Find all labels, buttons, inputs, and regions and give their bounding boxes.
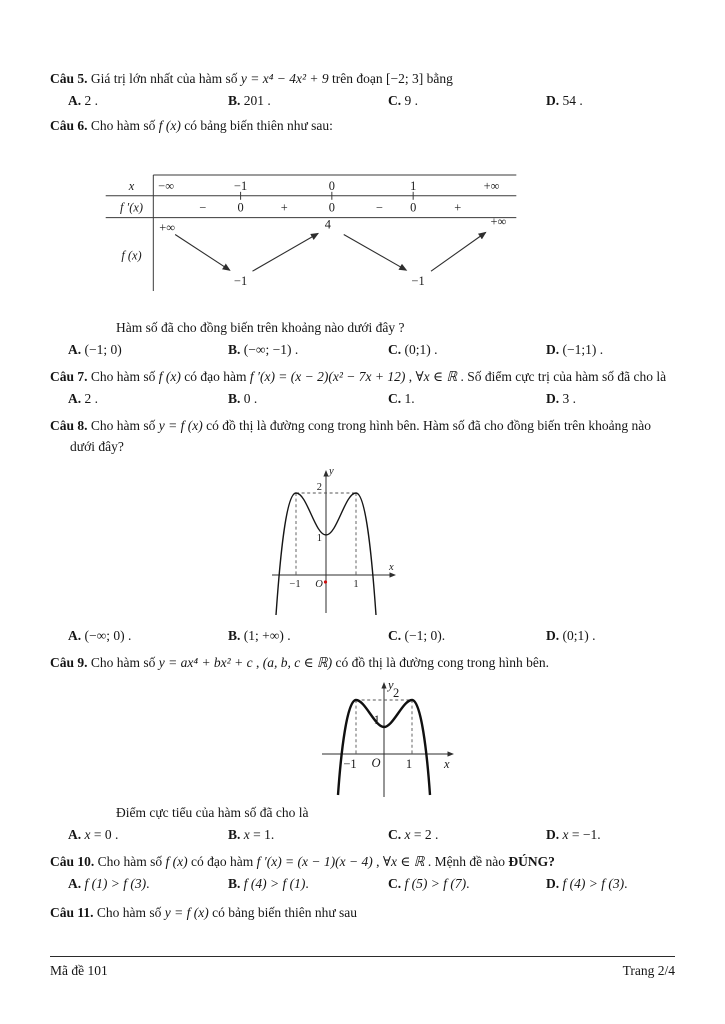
text-segment: có đồ thị là đường cong trong hình bên. Hàm số đã cho đồng biến trên khoảng nào dưới đây? [70, 418, 651, 454]
text-segment: f ′(x) = (x − 1)(x − 4) [256, 854, 373, 869]
question-10-option-d [546, 873, 675, 894]
x-tick-minus1: −1 [234, 178, 248, 193]
text-segment: 2 . [81, 93, 98, 108]
question-10-stem [50, 851, 675, 872]
question-8-options [50, 625, 675, 646]
text-segment: . [466, 876, 470, 891]
text-segment: (−∞; −1) . [240, 342, 299, 357]
origin-label: O [371, 756, 381, 770]
page-footer [50, 956, 675, 980]
y-tick-2: 2 [393, 686, 400, 700]
question-8-option-b [228, 625, 388, 646]
text-segment: C. [388, 391, 402, 406]
text-segment: (−1; 0) [81, 342, 122, 357]
f-value-right-top: +∞ [490, 214, 507, 229]
text-segment: f (5) > f (7) [404, 876, 467, 891]
text-segment: 1. [401, 391, 415, 406]
row-label-f: f (x) [121, 248, 142, 263]
question-8-stem [50, 415, 675, 457]
question-11-stem [50, 902, 675, 923]
text-segment: 54 . [559, 93, 583, 108]
row-label-x: x [128, 178, 135, 193]
text-segment: . [146, 876, 150, 891]
row-label-f-prime: f ′(x) [119, 200, 143, 215]
question-5-option-b [228, 90, 388, 111]
arrow-decrease-1 [175, 234, 230, 270]
x-tick-1: 1 [405, 757, 413, 771]
text-segment: D. [546, 342, 560, 357]
text-segment: D. [546, 876, 560, 891]
text-segment: Cho hàm số [87, 369, 159, 384]
text-segment: Điểm cực tiểu của hàm số đã cho là [116, 805, 309, 820]
question-7-option-b [228, 388, 388, 409]
text-segment: (1; +∞) . [240, 628, 291, 643]
text-segment: f (x) [158, 118, 181, 133]
text-segment: Cho hàm số [94, 854, 166, 869]
zero-2: 0 [328, 200, 335, 215]
text-segment: , [405, 369, 416, 384]
text-segment: ĐÚNG? [508, 854, 555, 869]
graph-q8-svg [266, 463, 401, 621]
question-6-option-c [388, 339, 546, 360]
text-segment: C. [388, 827, 402, 842]
x-tick-minus1: −1 [343, 757, 357, 771]
question-11 [50, 902, 675, 923]
question-7-option-d [546, 388, 675, 409]
text-segment: Câu 11. [50, 905, 94, 920]
text-segment: C. [388, 876, 402, 891]
text-segment: (0;1) . [559, 628, 596, 643]
sign-2: + [280, 200, 288, 215]
text-segment: . Mệnh đề nào [424, 854, 509, 869]
text-segment: ∀x ∈ ℝ [415, 369, 458, 384]
question-7 [50, 366, 675, 409]
question-6-stem [50, 115, 675, 136]
text-segment: có bảng biến thiên như sau: [180, 118, 333, 133]
text-segment: C. [388, 342, 402, 357]
graph-q9-svg [312, 677, 462, 802]
question-9 [50, 652, 675, 845]
question-5-option-a [68, 90, 228, 111]
arrow-decrease-2 [344, 234, 406, 270]
arrow-increase-2 [431, 233, 486, 272]
question-10 [50, 851, 675, 894]
graph-figure-q9 [312, 677, 462, 802]
question-10-options [50, 873, 675, 894]
text-segment: y = f (x) [164, 905, 209, 920]
y-tick-1: 1 [373, 713, 380, 727]
arrow-increase-1 [252, 233, 317, 271]
text-segment: C. [388, 93, 402, 108]
text-segment: A. [68, 391, 82, 406]
text-segment: ∀x ∈ ℝ [382, 854, 425, 869]
text-segment: trên đoạn [328, 71, 387, 86]
f-value-min2: −1 [411, 274, 425, 289]
zero-1: 0 [237, 200, 244, 215]
text-segment: B. [228, 391, 241, 406]
text-segment: B. [228, 827, 241, 842]
y-tick-2: 2 [316, 482, 322, 493]
text-segment: f ′(x) = (x − 2)(x² − 7x + 12) [249, 369, 406, 384]
question-10-option-b [228, 873, 388, 894]
text-segment: x [243, 827, 250, 842]
text-segment: 0 . [240, 391, 258, 406]
x-tick-1: 1 [353, 579, 359, 590]
text-segment: f (4) > f (3) [562, 876, 625, 891]
text-segment: Câu 6. [50, 118, 88, 133]
text-segment: y = x⁴ − 4x² + 9 [240, 71, 329, 86]
text-segment: = 1. [249, 827, 275, 842]
x-tick-neg-inf: −∞ [158, 178, 175, 193]
question-5-options [50, 90, 675, 111]
text-segment: . Số điểm cực trị của hàm số đã cho là [457, 369, 667, 384]
text-segment: (a, b, c ∈ ℝ) [262, 655, 333, 670]
text-segment: f (x) [158, 369, 181, 384]
question-7-option-c [388, 388, 546, 409]
text-segment: A. [68, 628, 82, 643]
text-segment: x [84, 827, 91, 842]
x-tick-zero: 0 [328, 178, 335, 193]
zero-3: 0 [410, 200, 417, 215]
question-9-options [50, 824, 675, 845]
text-segment: Câu 7. [50, 369, 88, 384]
text-segment: bằng [423, 71, 453, 86]
graph-figure-q8 [266, 463, 401, 621]
text-segment: , [372, 854, 383, 869]
text-segment: B. [228, 342, 241, 357]
text-segment: có đạo hàm [187, 854, 257, 869]
f-value-max: 4 [324, 217, 331, 232]
x-axis-label: x [389, 562, 394, 573]
text-segment: f (x) [165, 854, 188, 869]
x-tick-pos-inf: +∞ [483, 178, 500, 193]
question-9-option-b [228, 824, 388, 845]
question-8-option-c [388, 625, 546, 646]
f-value-left-top: +∞ [159, 220, 176, 235]
text-segment: Cho hàm số [87, 655, 159, 670]
text-segment: B. [228, 93, 241, 108]
text-segment: B. [228, 628, 241, 643]
text-segment: Câu 8. [50, 418, 88, 433]
text-segment: A. [68, 876, 82, 891]
text-segment: C. [388, 628, 402, 643]
text-segment: . [305, 876, 309, 891]
red-origin-dot [324, 580, 327, 583]
question-10-option-c [388, 873, 546, 894]
text-segment: D. [546, 827, 560, 842]
question-8 [50, 415, 675, 646]
text-segment: D. [546, 391, 560, 406]
question-5-option-c [388, 90, 546, 111]
question-8-option-a [68, 625, 228, 646]
text-segment: A. [68, 93, 82, 108]
question-10-option-a [68, 873, 228, 894]
text-segment: có đồ thị là đường cong trong hình bên. [332, 655, 550, 670]
text-segment: [−2; 3] [386, 71, 424, 86]
page-number: Trang 2/4 [622, 963, 675, 978]
question-7-option-a [68, 388, 228, 409]
question-7-stem [50, 366, 675, 387]
text-segment: , [252, 655, 263, 670]
text-segment: x [562, 827, 569, 842]
question-6-subtext [50, 317, 675, 338]
text-segment: (−∞; 0) . [81, 628, 132, 643]
question-9-option-d [546, 824, 675, 845]
variation-arrows [175, 233, 485, 272]
text-segment: A. [68, 827, 82, 842]
sign-4: + [454, 200, 462, 215]
text-segment: A. [68, 342, 82, 357]
question-9-option-a [68, 824, 228, 845]
sign-1: − [199, 200, 207, 215]
text-segment: f (1) > f (3) [84, 876, 147, 891]
text-segment: D. [546, 628, 560, 643]
exam-code: Mã đề 101 [50, 963, 108, 978]
origin-label: O [315, 579, 323, 590]
question-9-option-c [388, 824, 546, 845]
text-segment: Cho hàm số [93, 905, 165, 920]
sign-3: − [375, 200, 383, 215]
text-segment: x [404, 827, 411, 842]
text-segment: Câu 10. [50, 854, 95, 869]
question-8-option-d [546, 625, 675, 646]
x-axis-label: x [444, 757, 450, 771]
question-6-option-b [228, 339, 388, 360]
text-segment: 3 . [559, 391, 576, 406]
text-segment: Cho hàm số [87, 418, 159, 433]
text-segment: y = ax⁴ + bx² + c [158, 655, 253, 670]
x-tick-minus1: −1 [289, 579, 301, 590]
text-segment: có đạo hàm [180, 369, 250, 384]
text-segment: có bảng biến thiên như sau [208, 905, 358, 920]
text-segment: (−1; 0). [401, 628, 446, 643]
text-segment: y = f (x) [158, 418, 203, 433]
text-segment: Câu 9. [50, 655, 88, 670]
text-segment: (−1;1) . [559, 342, 604, 357]
x-tick-one: 1 [410, 178, 417, 193]
text-segment: = −1. [568, 827, 601, 842]
text-segment: B. [228, 876, 241, 891]
text-segment: f (4) > f (1) [243, 876, 306, 891]
text-segment: 2 . [81, 391, 98, 406]
y-axis-label: y [329, 466, 334, 477]
question-5-option-d [546, 90, 675, 111]
text-segment: Giá trị lớn nhất của hàm số [87, 71, 241, 86]
text-segment: = 0 . [90, 827, 119, 842]
question-6-option-a [68, 339, 228, 360]
question-7-options [50, 388, 675, 409]
question-9-stem [50, 652, 675, 673]
question-5-stem [50, 68, 675, 89]
variation-table-figure [103, 172, 521, 293]
question-6-options [50, 339, 675, 360]
text-segment: = 2 . [410, 827, 439, 842]
question-5 [50, 68, 675, 111]
text-segment: Hàm số đã cho đồng biến trên khoảng nào dưới đây ? [116, 320, 405, 335]
text-segment: . [624, 876, 628, 891]
question-6-option-d [546, 339, 675, 360]
question-9-subtext [50, 802, 675, 823]
y-tick-1: 1 [316, 533, 322, 544]
question-6 [50, 115, 675, 360]
text-segment: (0;1) . [401, 342, 438, 357]
text-segment: 201 . [240, 93, 271, 108]
f-value-min1: −1 [234, 274, 248, 289]
y-axis-label: y [388, 678, 394, 692]
text-segment: Cho hàm số [87, 118, 159, 133]
text-segment: Câu 5. [50, 71, 88, 86]
text-segment: 9 . [401, 93, 418, 108]
variation-table-svg [103, 172, 521, 293]
text-segment: D. [546, 93, 560, 108]
